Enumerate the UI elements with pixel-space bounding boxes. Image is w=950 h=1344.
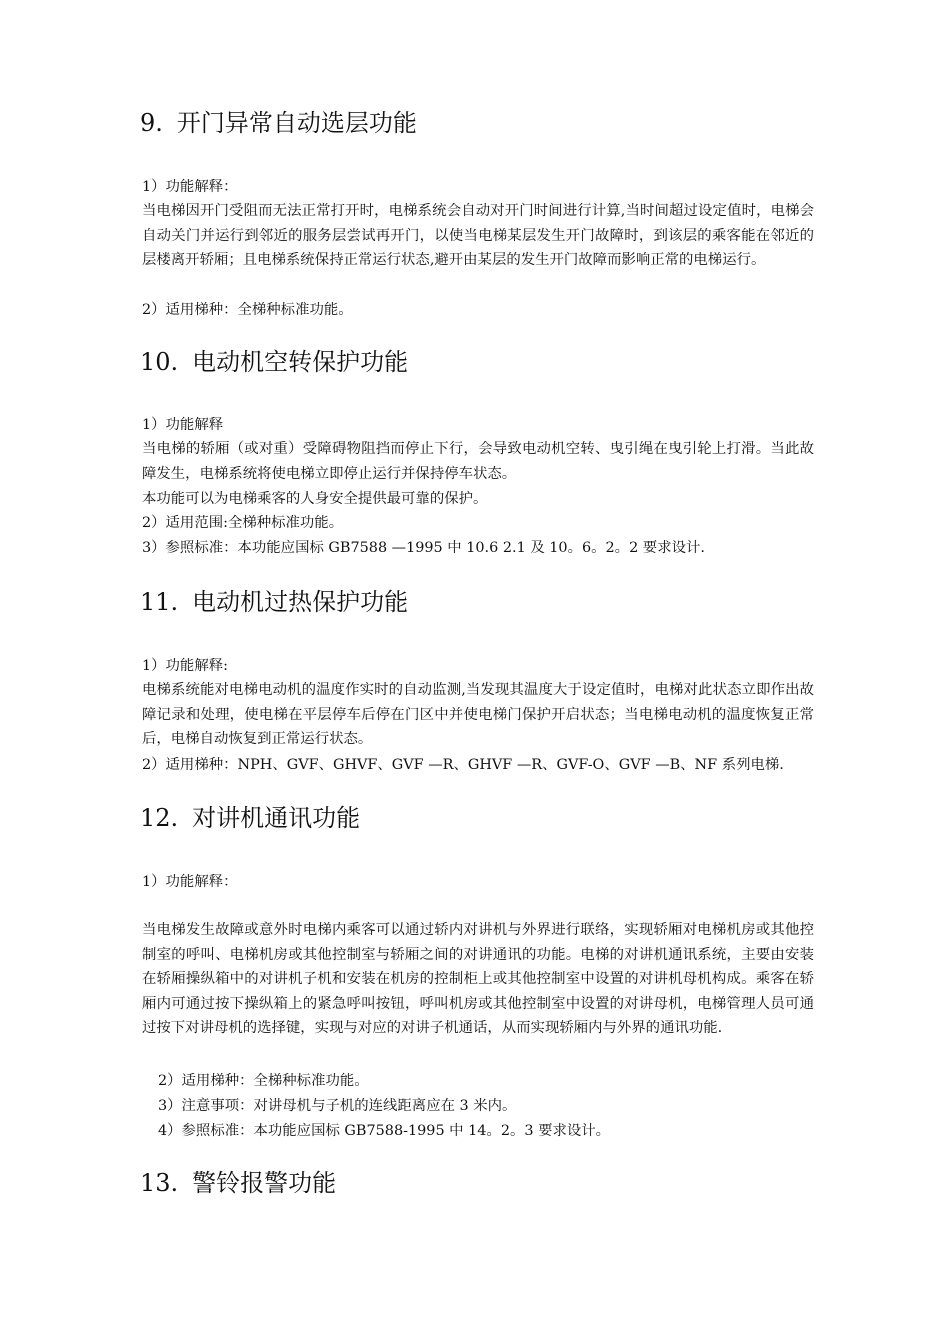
section-12-paragraph: 当电梯发生故障或意外时电梯内乘客可以通过轿内对讲机与外界进行联络，实现轿厢对电梯机房或其他控制室的呼叫、电梯机房或其他控制室与轿厢之间的对讲通讯的功能。电梯的对讲机通讯系统，主要由安装在轿厢操纵箱中的对讲机子机和安装在机房的控制柜上或其他控制室中设置的对讲机母机构成。乘客在轿厢内可通过按下操纵箱上的紧急呼叫按钮，呼叫机房或其他控制室中设置的对讲母机，电梯管理人员可通过按下对讲母机的选择键，实现与对应的对讲子机通话，从而实现轿厢内与外界的通讯功能. <box>142 922 814 1037</box>
section-10-scope: 2）适用范围:全梯种标准功能。 <box>142 515 344 531</box>
section-10-number: 10. <box>140 348 179 376</box>
section-10-standard: 3）参照标准：本功能应国标 GB7588 —1995 中 10.6 2.1 及 10。6。2。2 要求设计. <box>142 540 705 556</box>
section-11-explain-label: 1）功能解释: <box>142 658 228 674</box>
section-13-number: 13. <box>140 1169 179 1197</box>
section-11-title: 电动机过热保护功能 <box>192 588 409 616</box>
section-11-applicable: 2）适用梯种：NPH、GVF、GHVF、GVF —R、GHVF —R、GVF-O、GVF —B、NF 系列电梯. <box>142 757 784 773</box>
section-9-title: 开门异常自动选层功能 <box>176 109 417 137</box>
section-12-standard: 4）参照标准：本功能应国标 GB7588-1995 中 14。2。3 要求设计。 <box>158 1123 611 1139</box>
section-12-notice: 3）注意事项：对讲母机与子机的连线距离应在 3 米内。 <box>158 1098 517 1114</box>
section-12-title: 对讲机通讯功能 <box>192 804 361 832</box>
section-9-number: 9. <box>140 109 163 137</box>
section-13-heading <box>140 1167 820 1199</box>
section-9-applicable: 2）适用梯种：全梯种标准功能。 <box>142 302 353 318</box>
section-12-applicable: 2）适用梯种：全梯种标准功能。 <box>158 1073 369 1089</box>
section-9-heading <box>140 107 820 139</box>
section-9-paragraph: 当电梯因开门受阻而无法正常打开时，电梯系统会自动对开门时间进行计算,当时间超过设定值时，电梯会自动关门并运行到邻近的服务层尝试再开门，以使当电梯某层发生开门故障时，到该层的乘客能在邻近的层楼离开轿厢；且电梯系统保持正常运行状态,避开由某层的发生开门故障而影响正常的电梯运行。 <box>142 203 814 269</box>
section-9-explain-label: 1）功能解释： <box>142 179 238 195</box>
section-12-explain-label: 1）功能解释： <box>142 874 238 890</box>
section-11-number: 11. <box>140 588 179 616</box>
section-12-heading <box>140 802 820 834</box>
section-12-number: 12. <box>140 804 179 832</box>
section-10-explain-label: 1）功能解释 <box>142 417 224 433</box>
section-11-heading <box>140 586 820 618</box>
section-13-title: 警铃报警功能 <box>192 1169 337 1197</box>
section-10-title: 电动机空转保护功能 <box>192 348 409 376</box>
section-10-note: 本功能可以为电梯乘客的人身安全提供最可靠的保护。 <box>142 491 488 507</box>
section-11-paragraph: 电梯系统能对电梯电动机的温度作实时的自动监测,当发现其温度大于设定值时，电梯对此状态立即作出故障记录和处理，使电梯在平层停车后停在门区中并使电梯门保护开启状态；当电梯电动机的温度恢复正常后，电梯自动恢复到正常运行状态。 <box>142 682 814 748</box>
section-10-paragraph: 当电梯的轿厢（或对重）受障碍物阻挡而停止下行，会导致电动机空转、曳引绳在曳引轮上打滑。当此故障发生，电梯系统将使电梯立即停止运行并保持停车状态。 <box>142 441 814 482</box>
section-10-heading <box>140 346 820 378</box>
